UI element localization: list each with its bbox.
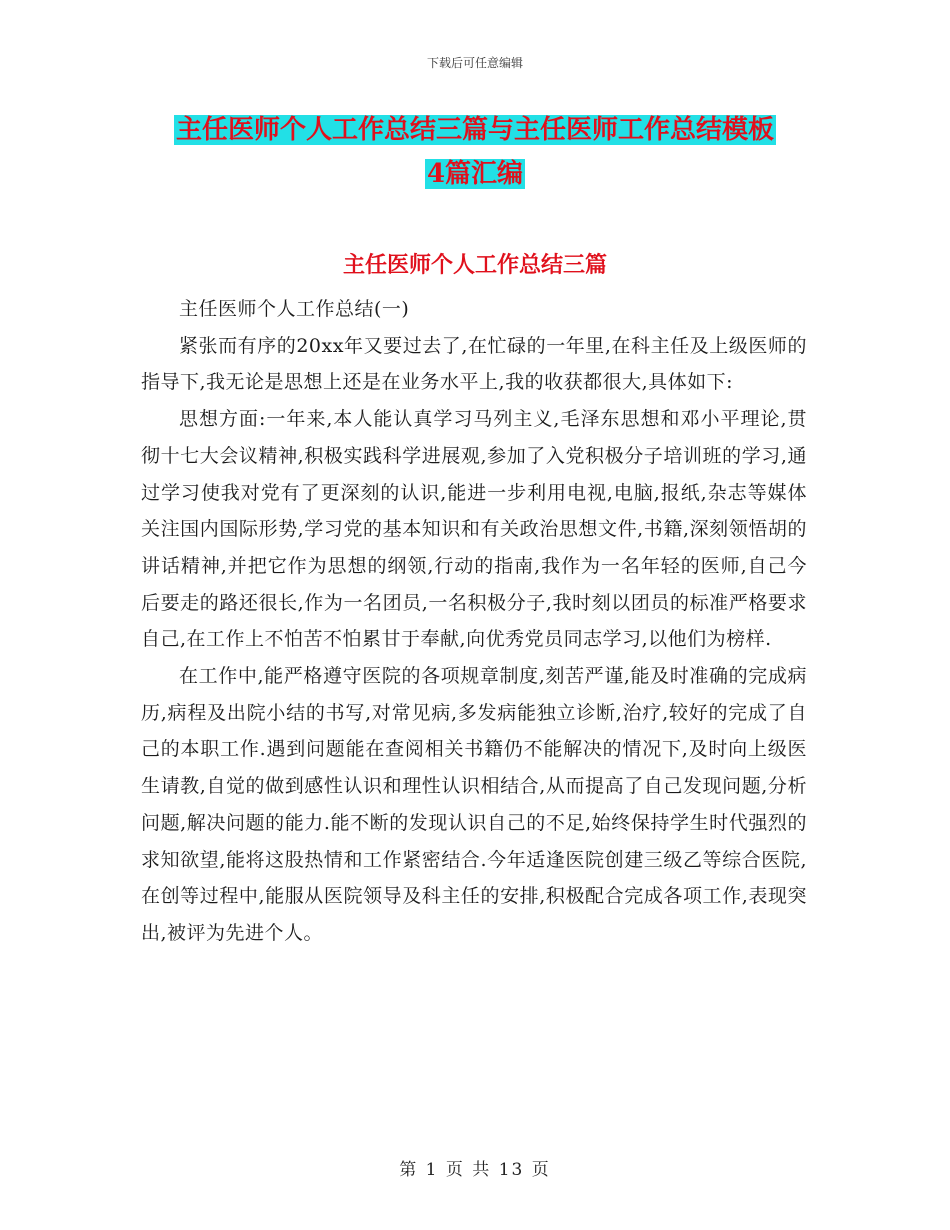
document-title xyxy=(140,108,810,196)
body-text xyxy=(141,291,807,952)
subsection-heading: 主任医师个人工作总结(一) xyxy=(179,298,410,320)
title-line-2: 4篇汇编 xyxy=(426,159,524,189)
title-line-1: 主任医师个人工作总结三篇与主任医师工作总结模板 xyxy=(175,115,774,145)
section-title: 主任医师个人工作总结三篇 xyxy=(342,252,607,278)
page-footer: 第 1 页 共 13 页 xyxy=(399,1160,551,1180)
paragraph-ideology: 思想方面:一年来,本人能认真学习马列主义,毛泽东思想和邓小平理论,贯彻十七大会议精神,积极实践科学进展观,参加了入党积极分子培训班的学习,通过学习使我对党有了更深刻的认识,能进一步利用电视,电脑,报纸,杂志等媒体关注国内国际形势,学习党的基本知识和有关政治思想文件,书籍,深刻领悟胡的讲话精神,并把它作为思想的纲领,行动的指南,我作为一名年轻的医师,自己今后要走的路还很长,作为一名团员,一名积极分子,我时刻以团员的标准严格要求自己,在工作上不怕苦不怕累甘于奉献,向优秀党员同志学习,以他们为榜样. xyxy=(141,408,807,651)
paragraph-intro: 紧张而有序的20xx年又要过去了,在忙碌的一年里,在科主任及上级医师的指导下,我无论是思想上还是在业务水平上,我的收获都很大,具体如下: xyxy=(141,334,807,394)
paragraph-work: 在工作中,能严格遵守医院的各项规章制度,刻苦严谨,能及时准确的完成病历,病程及出院小结的书写,对常见病,多发病能独立诊断,治疗,较好的完成了自己的本职工作.遇到问题能在查阅相关书籍仍不能解决的情况下,及时向上级医生请教,自觉的做到感性认识和理性认识相结合,从而提高了自己发现问题,分析问题,解决问题的能力.能不断的发现认识自己的不足,始终保持学生时代强烈的求知欲望,能将这股热情和工作紧密结合.今年适逢医院创建三级乙等综合医院,在创等过程中,能服从医院领导及科主任的安排,积极配合完成各项工作,表现突出,被评为先进个人。 xyxy=(141,665,807,944)
header-note: 下载后可任意编辑 xyxy=(426,56,523,70)
